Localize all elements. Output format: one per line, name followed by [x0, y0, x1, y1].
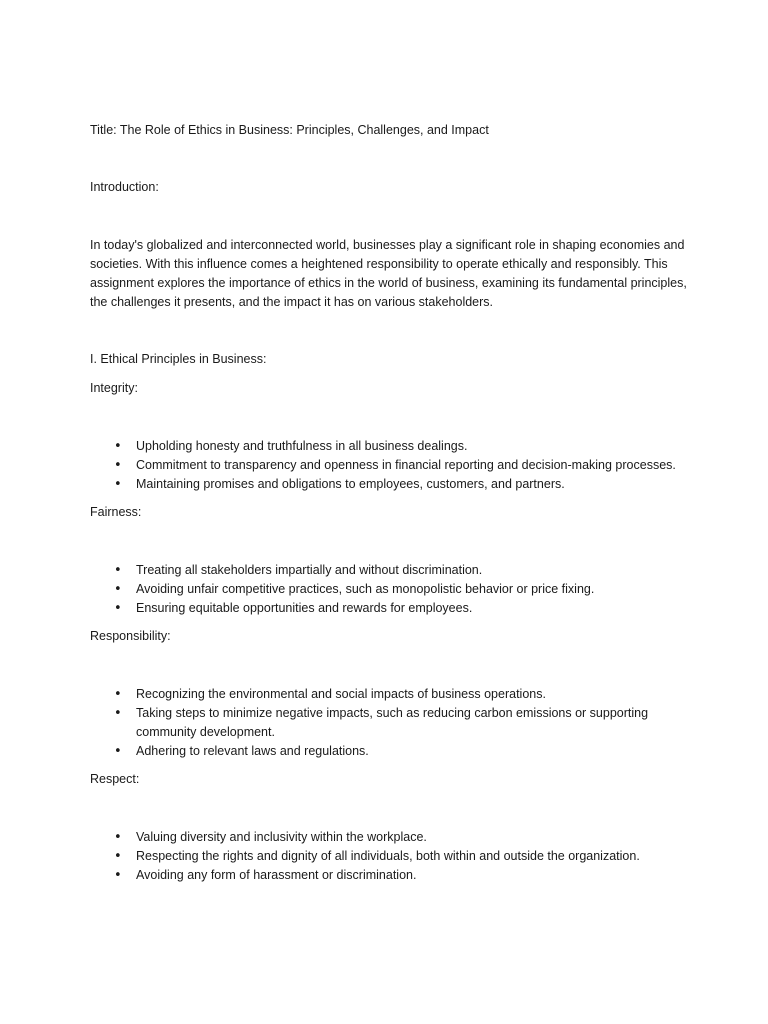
list-item: • Maintaining promises and obligations to employees, customers, and partners.	[90, 475, 690, 494]
list-item: • Recognizing the environmental and social impacts of business operations.	[90, 685, 690, 704]
subheading-integrity: Integrity:	[90, 381, 138, 395]
subheading-responsibility: Responsibility:	[90, 629, 171, 643]
list-item: • Adhering to relevant laws and regulations.	[90, 742, 690, 761]
fairness-list	[90, 561, 690, 618]
list-item: • Upholding honesty and truthfulness in all business dealings.	[90, 437, 690, 456]
list-item: • Taking steps to minimize negative impacts, such as reducing carbon emissions or supporting community development.	[90, 704, 690, 742]
list-item: • Commitment to transparency and openness in financial reporting and decision-making processes.	[90, 456, 690, 475]
list-item: • Valuing diversity and inclusivity within the workplace.	[90, 828, 690, 847]
list-item: • Avoiding any form of harassment or discrimination.	[90, 866, 690, 885]
subheading-respect: Respect:	[90, 772, 140, 786]
list-item: • Treating all stakeholders impartially and without discrimination.	[90, 561, 690, 580]
list-item: • Ensuring equitable opportunities and rewards for employees.	[90, 599, 690, 618]
document-page	[90, 121, 690, 894]
list-item: • Avoiding unfair competitive practices, such as monopolistic behavior or price fixing.	[90, 580, 690, 599]
introduction-heading: Introduction:	[90, 180, 159, 194]
integrity-list	[90, 437, 690, 494]
introduction-paragraph: In today's globalized and interconnected world, businesses play a significant role in shaping economies and societies. With this influence comes a heightened responsibility to operate ethically and responsibly. This assignment explores the importance of ethics in the world of business, examining its fundamental principles, the challenges it presents, and the impact it has on various stakeholders.	[90, 238, 687, 309]
section-heading-ethical-principles: I. Ethical Principles in Business:	[90, 352, 267, 366]
responsibility-list	[90, 685, 690, 761]
document-title: Title: The Role of Ethics in Business: Principles, Challenges, and Impact	[90, 123, 489, 137]
subheading-fairness: Fairness:	[90, 505, 142, 519]
list-item: • Respecting the rights and dignity of all individuals, both within and outside the organization.	[90, 847, 690, 866]
respect-list	[90, 828, 690, 885]
